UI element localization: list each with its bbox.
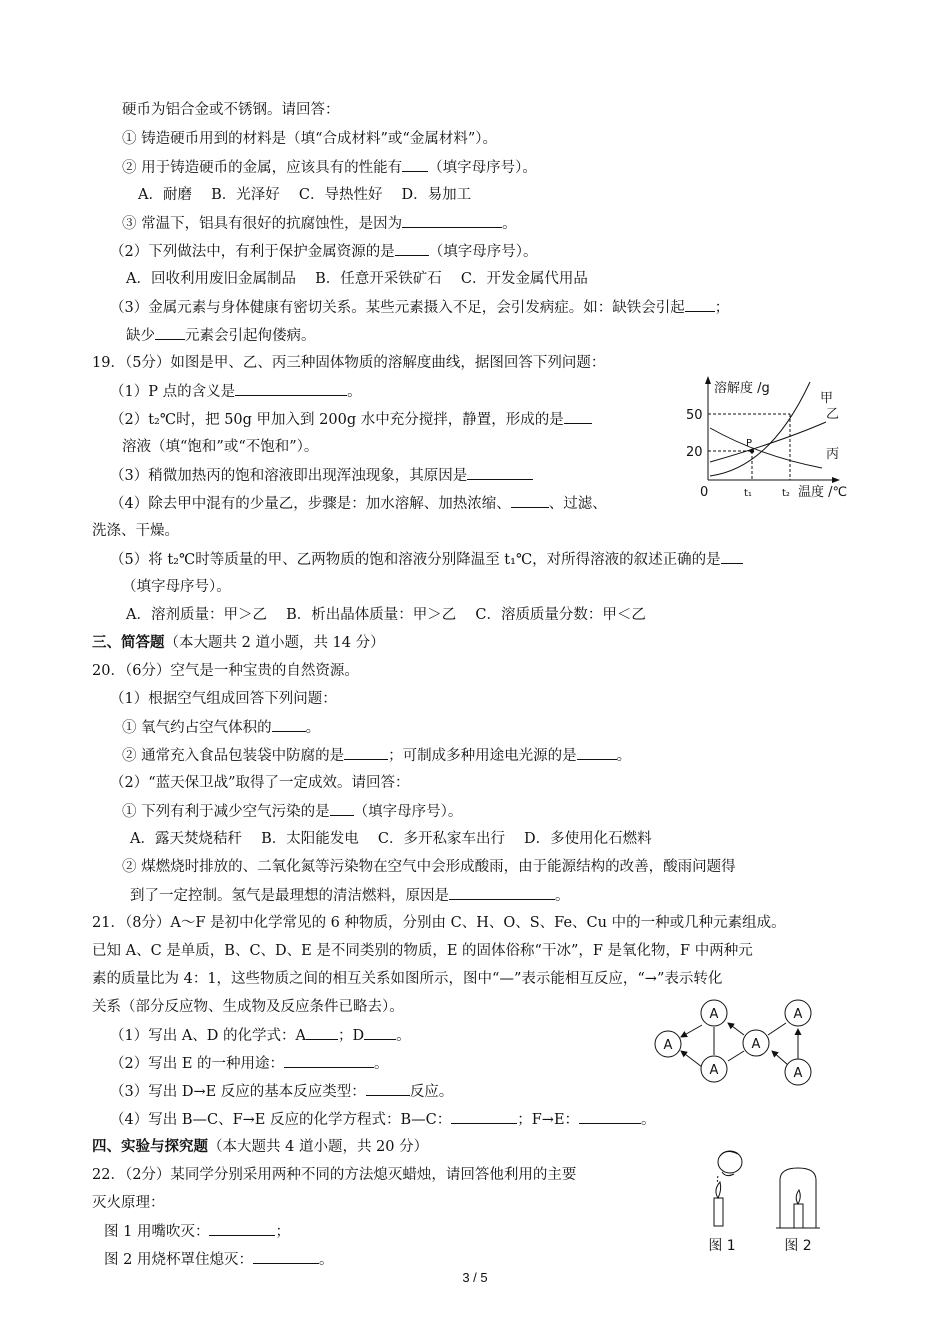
node-top-mid: [701, 1000, 727, 1026]
text-line: ② 通常充入食品包装袋中防腐的是 ；可制成多种用途电光源的是 。: [122, 745, 631, 766]
text-line: （1）P 点的含义是 。: [110, 381, 362, 402]
text-line: 关系（部分反应物、生成物及反应条件已略去）。: [92, 999, 404, 1015]
text-line: ② 煤燃烧时排放的、二氧化氮等污染物在空气中会形成酸雨，由于能源结构的改善，酸雨问题得: [122, 859, 736, 875]
text-line: （2）“蓝天保卫战”取得了一定成效。请回答：: [110, 775, 410, 791]
point-p-label: P: [746, 438, 753, 449]
svg-text:A: A: [793, 1007, 803, 1022]
svg-text:A: A: [663, 1038, 673, 1053]
node-bottom-right: [785, 1059, 811, 1085]
edge-line: [768, 1023, 786, 1035]
figure-1-blowing: [714, 1151, 742, 1226]
text-line: （3）稍微加热丙的饱和溶液即出现浑浊现象，其原因是: [110, 465, 533, 486]
x-tick-t1: t₁: [744, 488, 752, 499]
node-center: [743, 1030, 769, 1056]
edge-arrow: [772, 1051, 788, 1065]
y-tick-20: 20: [686, 445, 703, 460]
options-line: A．耐磨 B．光泽好 C．导热性好 D．易加工: [138, 187, 472, 203]
text-line: 洗涤、干燥。: [92, 523, 179, 539]
question-21-stem: 21．（8分）A～F 是初中化学常见的 6 种物质，分别由 C、H、O、S、Fe、Cu 中的一种或几种元素组成。: [92, 915, 786, 931]
options-line: A．溶剂质量：甲＞乙 B．析出晶体质量：甲＞乙 C．溶质质量分数：甲＜乙: [126, 607, 646, 623]
options-line: A．露天焚烧秸秆 B．太阳能发电 C．多开私家车出行 D．多使用化石燃料: [130, 831, 652, 847]
text-line: （5）将 t₂℃时等质量的甲、乙两物质的饱和溶液分别降温至 t₁℃，对所得溶液的叙述正确的是: [110, 549, 743, 570]
x-axis-label: 温度 /℃: [798, 485, 848, 500]
text-line: （填字母序号）。: [122, 579, 231, 595]
edge-arrow: [681, 1051, 702, 1067]
question-20-stem: 20．（6分）空气是一种宝贵的自然资源。: [92, 663, 359, 679]
candle-1: [714, 1198, 723, 1226]
text-line: 缺少 元素会引起佝偻病。: [126, 325, 316, 346]
origin-label: 0: [700, 485, 709, 500]
curve-label-yi: 乙: [826, 407, 840, 422]
text-line: ① 氧气约占空气体积的 。: [122, 717, 320, 738]
candle-2: [794, 1204, 803, 1228]
text-line: （1）根据空气组成回答下列问题：: [110, 691, 337, 707]
page-number: 3 / 5: [462, 1270, 488, 1285]
x-tick-t2: t₂: [782, 488, 790, 499]
flame-2: [796, 1190, 800, 1204]
text-line: 图 1 用嘴吹灭： ；: [104, 1221, 290, 1242]
svg-text:A: A: [793, 1066, 803, 1081]
edge-arrow: [681, 1025, 702, 1037]
section-heading: 四、实验与探究题（本大题共 4 道小题，共 20 分）: [92, 1138, 429, 1155]
question-22-stem: 22．（2分）某同学分别采用两种不同的方法熄灭蜡烛，请回答他利用的主要: [92, 1167, 577, 1183]
solubility-chart: [680, 372, 850, 508]
edge-arrow: [728, 1023, 744, 1035]
svg-text:A: A: [709, 1063, 719, 1078]
section-heading: 三、简答题（本大题共 2 道小题，共 14 分）: [92, 634, 385, 651]
question-19-stem: 19．（5分）如图是甲、乙、丙三种固体物质的溶解度曲线，据图回答下列问题：: [92, 355, 606, 371]
y-axis-label: 溶解度 /g: [714, 381, 770, 396]
node-top-right: [785, 1000, 811, 1026]
text-line: （4）写出 B—C、F→E 反应的化学方程式：B—C： ；F→E： 。: [110, 1109, 656, 1130]
y-axis-arrow: [705, 376, 711, 384]
text-line: 溶液（填“饱和”或“不饱和”）。: [122, 439, 319, 455]
text-line: 图 2 用烧杯罩住熄灭： 。: [104, 1249, 333, 1270]
text-line: ① 铸造硬币用到的材料是（填“合成材料”或“金属材料”）。: [122, 131, 498, 147]
figure-1-caption: 图 1: [708, 1238, 736, 1254]
node-bottom-mid: [701, 1056, 727, 1082]
candle-figures: [700, 1146, 830, 1256]
node-left: [655, 1031, 681, 1057]
text-line: ① 下列有利于减少空气污染的是 （填字母序号）。: [122, 801, 462, 822]
text-line: 已知 A、C 是单质，B、C、D、E 是不同类别的物质，E 的固体俗称“干冰”，F 是氧化物，F 中两种元: [92, 943, 753, 959]
text-line: （1）写出 A、D 的化学式：A ；D 。: [110, 1025, 411, 1046]
text-line: （3）写出 D→E 反应的基本反应类型： 反应。: [110, 1081, 453, 1102]
edge-line: [728, 1051, 744, 1061]
curve-label-jia: 甲: [820, 391, 834, 406]
options-line: A．回收利用废旧金属制品 B．任意开采铁矿石 C．开发金属代用品: [126, 271, 588, 287]
curve-yi: [710, 422, 826, 462]
figure-2-caption: 图 2: [784, 1238, 812, 1254]
text-line: （2）写出 E 的一种用途： 。: [110, 1053, 389, 1074]
x-axis-arrow: [832, 477, 840, 483]
curve-label-bing: 丙: [826, 447, 840, 462]
text-line: ② 用于铸造硬币的金属，应该具有的性能有 （填字母序号）。: [122, 157, 537, 178]
text-line: 到了一定控制。氢气是最理想的清洁燃料，原因是 。: [130, 885, 570, 906]
text-line: 灭火原理：: [92, 1195, 165, 1211]
text-line: ③ 常温下，铝具有很好的抗腐蚀性，是因为 。: [122, 213, 517, 234]
svg-text:A: A: [751, 1037, 761, 1052]
text-line: （2）下列做法中，有利于保护金属资源的是 （填字母序号）。: [110, 241, 537, 262]
text-line: 素的质量比为 4：1，这些物质之间的相互关系如图所示，图中“—”表示能相互反应，“→”表示转化: [92, 971, 723, 987]
figure-2-beaker: [776, 1168, 820, 1228]
y-tick-50: 50: [686, 408, 703, 423]
text-line: 硬币为铝合金或不锈钢。请回答：: [122, 102, 340, 118]
text-line: （2）t₂℃时，把 50g 甲加入到 200g 水中充分搅拌，静置，形成的是: [110, 409, 592, 430]
text-line: （3）金属元素与身体健康有密切关系。某些元素摄入不足，会引发病症。如：缺铁会引起 ；: [110, 297, 729, 318]
flame-1: [716, 1182, 721, 1198]
text-line: （4）除去甲中混有的少量乙，步骤是：加水溶解、加热浓缩、 、过滤、: [110, 493, 607, 514]
point-p: [750, 449, 754, 453]
svg-text:A: A: [709, 1007, 719, 1022]
relation-diagram: [648, 995, 828, 1093]
